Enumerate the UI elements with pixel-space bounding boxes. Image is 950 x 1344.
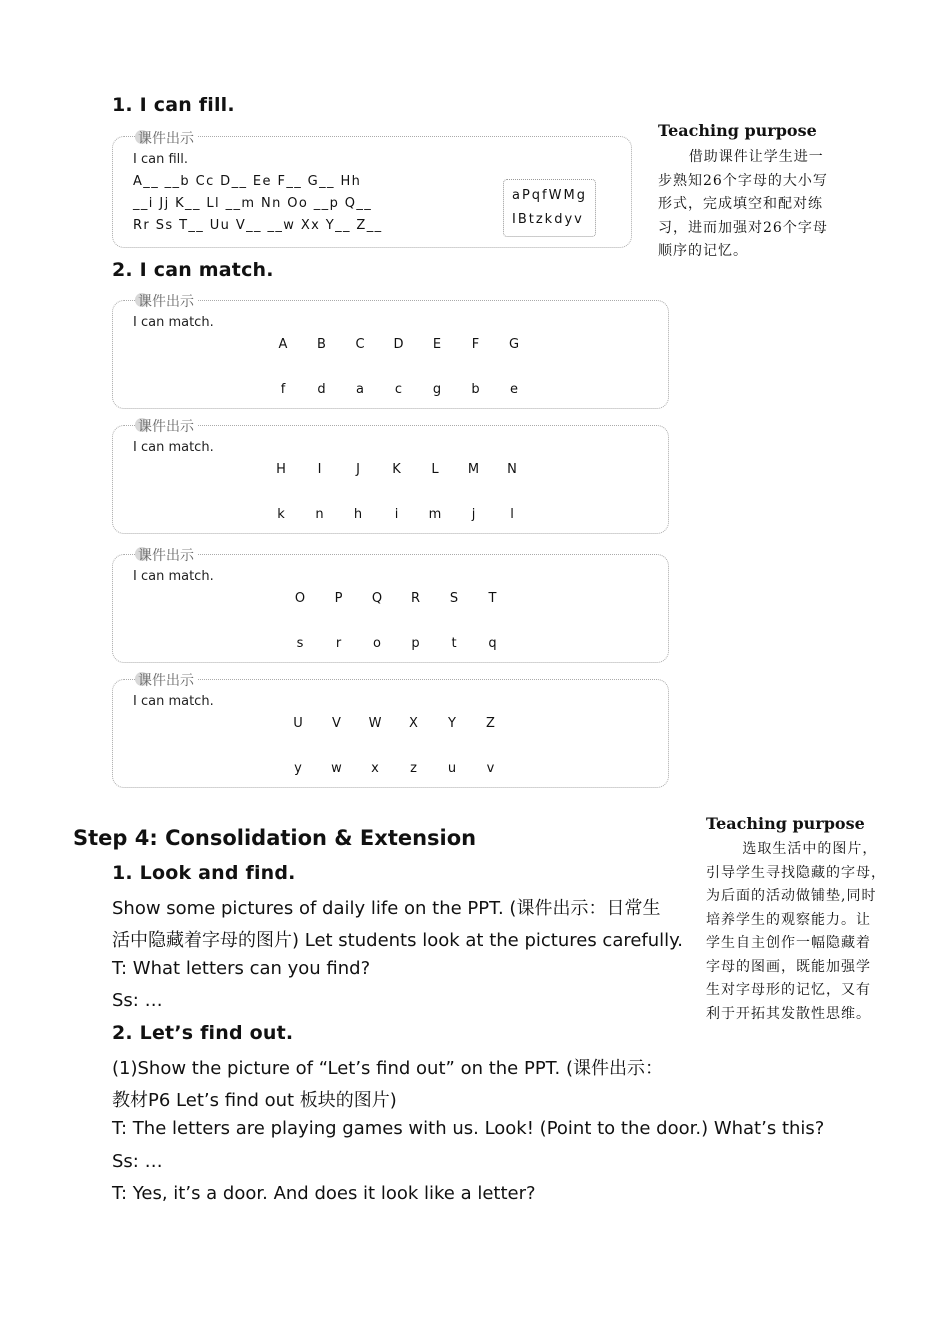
hint-row: aPqfWMg [512, 188, 587, 203]
lowercase-letter[interactable]: b [471, 382, 480, 397]
match-label: I can match. [133, 315, 214, 330]
lowercase-letter[interactable]: y [294, 761, 302, 776]
uppercase-letter[interactable]: B [317, 337, 326, 352]
lowercase-letter[interactable]: u [447, 761, 457, 776]
uppercase-letter[interactable]: A [278, 337, 288, 352]
body-line: T: Yes, it’s a door. And does it look like a letter? [112, 1183, 536, 1204]
uppercase-letter[interactable]: C [355, 337, 365, 352]
lowercase-letter[interactable]: z [410, 761, 417, 776]
uppercase-letter[interactable]: L [431, 462, 439, 477]
uppercase-letter[interactable]: Q [371, 591, 383, 606]
lowercase-letter[interactable]: r [335, 636, 342, 651]
lowercase-letter[interactable]: p [411, 636, 420, 651]
uppercase-letter[interactable]: X [409, 716, 418, 731]
letter-hint-box [503, 179, 596, 237]
teaching-purpose-title-2: Teaching purpose [706, 814, 865, 833]
courseware-tag: 课件出示 [135, 416, 197, 436]
step4-title: Step 4: Consolidation & Extension [73, 826, 477, 850]
fill-exercise-box [112, 131, 632, 248]
match-exercise-box [112, 419, 669, 534]
lowercase-letter[interactable]: w [331, 761, 342, 776]
lowercase-letter[interactable]: a [356, 382, 364, 397]
uppercase-letter[interactable]: M [467, 462, 480, 477]
uppercase-letter[interactable]: U [293, 716, 303, 731]
body-line: T: What letters can you find? [112, 958, 371, 979]
lowercase-letter[interactable]: q [488, 636, 497, 651]
teaching-purpose-text: 借助课件让学生进一 步熟知26个字母的大小写 形式，完成填空和配对练 习，进而加强对26个字母 顺序的记忆。 [658, 149, 828, 259]
uppercase-letter[interactable]: K [392, 462, 401, 477]
fill-heading: 1. I can fill. [112, 94, 235, 116]
uppercase-letter[interactable]: S [449, 591, 459, 606]
uppercase-letter[interactable]: F [471, 337, 480, 352]
match-exercise-box [112, 548, 669, 663]
lowercase-letter[interactable]: t [451, 636, 457, 651]
courseware-tag: 课件出示 [135, 670, 197, 690]
body-line: 教材P6 Let’s find out 板块的图片) [112, 1090, 397, 1111]
lets-find-out-heading: 2. Let’s find out. [112, 1022, 294, 1044]
lowercase-letter[interactable]: n [315, 507, 324, 522]
match-label: I can match. [133, 694, 214, 709]
uppercase-letter[interactable]: H [276, 462, 286, 477]
match-label: I can match. [133, 440, 214, 455]
lowercase-letter[interactable]: c [394, 382, 403, 397]
lowercase-letter[interactable]: h [353, 507, 363, 522]
uppercase-letter[interactable]: R [410, 591, 421, 606]
lowercase-letter[interactable]: g [432, 382, 442, 397]
lowercase-letter[interactable]: s [296, 636, 304, 651]
uppercase-letter[interactable]: P [334, 591, 343, 606]
match-label: I can match. [133, 569, 214, 584]
teaching-purpose-text-2: 选取生活中的图片， 引导学生寻找隐藏的字母， 为后面的活动做铺垫,同时 培养学生的观察能力。让 学生自主创作一幅隐藏着 字母的图画，既能加强学 生对字母形的记忆，又有 利于开拓其发散性思维。 [706, 841, 886, 1022]
uppercase-letter[interactable]: W [368, 716, 382, 731]
uppercase-letter[interactable]: J [356, 462, 360, 477]
uppercase-letter[interactable]: T [488, 591, 497, 606]
body-line: Ss: … [112, 1151, 163, 1172]
hint-row: IBtzkdyv [512, 212, 584, 227]
courseware-tag: 课件出示 [135, 545, 197, 565]
uppercase-letter[interactable]: O [294, 591, 306, 606]
lowercase-letter[interactable]: d [317, 382, 326, 397]
uppercase-letter[interactable]: I [317, 462, 322, 477]
uppercase-letter[interactable]: V [332, 716, 341, 731]
lowercase-letter[interactable]: o [373, 636, 381, 651]
fill-row: Rr Ss T__ Uu V__ __w Xx Y__ Z__ [133, 218, 383, 233]
courseware-tag: 课件出示 [135, 291, 197, 311]
uppercase-letter[interactable]: N [507, 462, 517, 477]
lowercase-letter[interactable]: f [280, 382, 286, 397]
uppercase-letter[interactable]: Z [486, 716, 495, 731]
fill-row: __i Jj K__ Ll __m Nn Oo __p Q__ [133, 196, 373, 211]
lowercase-letter[interactable]: l [510, 507, 514, 522]
lowercase-letter[interactable]: v [486, 761, 495, 776]
lowercase-letter[interactable]: k [277, 507, 285, 522]
fill-label: I can fill. [133, 152, 188, 167]
look-and-find-heading: 1. Look and find. [112, 862, 296, 884]
match-exercise-box [112, 673, 669, 788]
uppercase-letter[interactable]: G [508, 337, 520, 352]
body-line: Ss: … [112, 990, 163, 1011]
courseware-tag: 课件出示 [135, 128, 197, 148]
uppercase-letter[interactable]: E [432, 337, 442, 352]
body-line: 活中隐藏着字母的图片) Let students look at the pictures carefully. [112, 930, 683, 951]
uppercase-letter[interactable]: Y [448, 716, 456, 731]
lowercase-letter[interactable]: e [510, 382, 518, 397]
body-line: T: The letters are playing games with us. Look! (Point to the door.) What’s this? [112, 1118, 825, 1139]
fill-row: A__ __b Cc D__ Ee F__ G__ Hh [133, 174, 362, 189]
body-line: Show some pictures of daily life on the PPT. (课件出示：日常生 [112, 898, 661, 919]
match-exercise-box [112, 294, 669, 409]
teaching-purpose-title: Teaching purpose [658, 121, 817, 140]
lowercase-letter[interactable]: m [428, 507, 442, 522]
match-heading: 2. I can match. [112, 259, 274, 281]
uppercase-letter[interactable]: D [393, 337, 404, 352]
body-line: (1)Show the picture of “Let’s find out” on the PPT. (课件出示： [112, 1058, 664, 1079]
lowercase-letter[interactable]: x [371, 761, 379, 776]
lowercase-letter[interactable]: j [471, 507, 476, 522]
lowercase-letter[interactable]: i [394, 507, 399, 522]
